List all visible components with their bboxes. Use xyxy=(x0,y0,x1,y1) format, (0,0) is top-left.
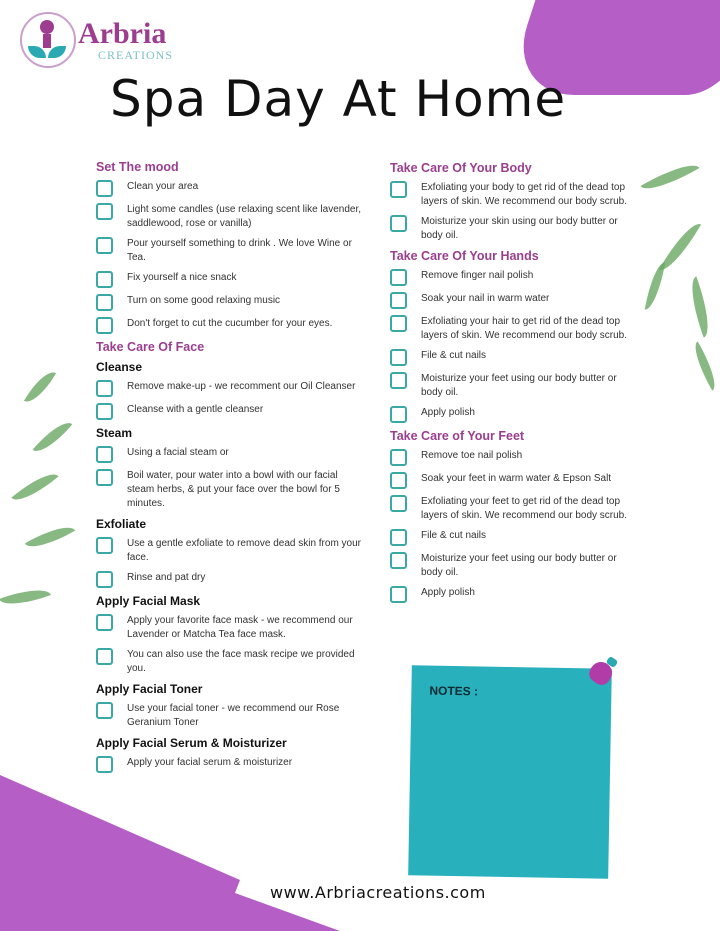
checklist-item-label: Fix yourself a nice snack xyxy=(127,272,237,283)
checklist-item xyxy=(96,571,366,588)
checkbox[interactable] xyxy=(96,571,113,588)
left-column xyxy=(96,156,366,779)
checklist-item-label: Don't forget to cut the cucumber for your eyes. xyxy=(127,318,333,329)
notes-box[interactable] xyxy=(408,665,612,878)
checklist-item xyxy=(96,446,366,463)
checklist-item xyxy=(96,380,366,397)
checklist-item-label: Rinse and pat dry xyxy=(127,572,206,583)
checkbox[interactable] xyxy=(390,495,407,512)
logo-mark-icon xyxy=(20,12,76,68)
checklist-item xyxy=(390,449,630,466)
checkbox[interactable] xyxy=(96,380,113,397)
checklist-item xyxy=(390,495,630,523)
subsection-heading: Apply Facial Toner xyxy=(96,682,203,696)
checkbox[interactable] xyxy=(96,648,113,665)
checklist-item xyxy=(96,648,366,676)
checklist-item xyxy=(390,349,630,366)
checkbox[interactable] xyxy=(390,552,407,569)
checklist-item-label: Turn on some good relaxing music xyxy=(127,295,281,306)
website-url: www.Arbriacreations.com xyxy=(270,883,486,902)
checkbox[interactable] xyxy=(390,315,407,332)
checklist-item xyxy=(390,586,630,603)
checklist-item xyxy=(390,472,630,489)
checklist-item-label: Moisturize your feet using our body butter or body oil. xyxy=(421,553,617,578)
checkbox[interactable] xyxy=(96,180,113,197)
checklist-item-label: Apply polish xyxy=(421,587,475,598)
checklist-item-label: Exfoliating your feet to get rid of the dead top layers of skin. We recommend our body scrub. xyxy=(421,496,628,521)
checkbox[interactable] xyxy=(390,215,407,232)
checklist-item xyxy=(96,317,366,334)
page-title: Spa Day At Home xyxy=(110,70,567,128)
checklist-item-label: Boil water, pour water into a bowl with our facial steam herbs, & put your face over the bowl for 5 minutes. xyxy=(127,470,340,509)
checklist-item xyxy=(96,294,366,311)
section-heading: Take Care Of Face xyxy=(96,340,205,354)
checklist-item-label: Pour yourself something to drink . We love Wine or Tea. xyxy=(127,238,352,263)
section-heading: Take Care of Your Feet xyxy=(390,429,525,443)
checklist-item-label: Apply polish xyxy=(421,407,475,418)
checklist-item-label: Cleanse with a gentle cleanser xyxy=(127,404,264,415)
checklist-item-label: Remove make-up - we recomment our Oil Cleanser xyxy=(127,381,356,392)
checkbox[interactable] xyxy=(96,237,113,254)
checklist-item xyxy=(96,271,366,288)
checklist-item xyxy=(390,529,630,546)
checkbox[interactable] xyxy=(96,203,113,220)
checklist-item-label: Apply your facial serum & moisturizer xyxy=(127,757,293,768)
checkbox[interactable] xyxy=(96,756,113,773)
checklist-item xyxy=(96,203,366,231)
checkbox[interactable] xyxy=(390,586,407,603)
section-heading: Set The mood xyxy=(96,160,179,174)
checklist-item xyxy=(390,181,630,209)
checklist-item xyxy=(96,756,366,773)
checkbox[interactable] xyxy=(390,472,407,489)
checklist-item xyxy=(390,292,630,309)
checklist-item-label: Light some candles (use relaxing scent like lavender, saddlewood, rose or vanilla) xyxy=(127,204,362,229)
checklist-item-label: Apply your favorite face mask - we recommend our Lavender or Matcha Tea face mask. xyxy=(127,615,353,640)
checklist-item-label: Using a facial steam or xyxy=(127,447,229,458)
checklist-item xyxy=(390,552,630,580)
checkbox[interactable] xyxy=(96,294,113,311)
checkbox[interactable] xyxy=(96,614,113,631)
checklist-item xyxy=(390,372,630,400)
checkbox[interactable] xyxy=(390,292,407,309)
section-heading: Take Care Of Your Body xyxy=(390,161,532,175)
checklist-item-label: Soak your feet in warm water & Epson Salt xyxy=(421,473,612,484)
checklist-item xyxy=(96,180,366,197)
checklist-item xyxy=(96,403,366,420)
checkbox[interactable] xyxy=(390,449,407,466)
checklist-item-label: Remove toe nail polish xyxy=(421,450,523,461)
checklist-item-label: Soak your nail in warm water xyxy=(421,293,550,304)
brand-name: Arbria xyxy=(78,17,167,50)
checklist-item xyxy=(96,469,366,511)
checklist-item-label: Moisturize your skin using our body butter or body oil. xyxy=(421,216,618,241)
checklist-item-label: You can also use the face mask recipe we provided you. xyxy=(127,649,355,674)
section-heading: Take Care Of Your Hands xyxy=(390,249,539,263)
checklist-item xyxy=(96,537,366,565)
right-column xyxy=(390,157,630,609)
checklist-item-label: Clean your area xyxy=(127,181,199,192)
checklist-item-label: File & cut nails xyxy=(421,350,487,361)
checkbox[interactable] xyxy=(390,269,407,286)
checkbox[interactable] xyxy=(96,403,113,420)
checklist-item-label: Exfoliating your hair to get rid of the dead top layers of skin. We recommend our body scrub. xyxy=(421,316,628,341)
checkbox[interactable] xyxy=(390,406,407,423)
subsection-heading: Apply Facial Serum & Moisturizer xyxy=(96,736,287,750)
checkbox[interactable] xyxy=(96,469,113,486)
subsection-heading: Cleanse xyxy=(96,360,143,374)
checkbox[interactable] xyxy=(96,702,113,719)
checklist-item xyxy=(96,614,366,642)
checkbox[interactable] xyxy=(390,372,407,389)
brand-sub: CREATIONS xyxy=(98,48,174,62)
checklist-item-label: Remove finger nail polish xyxy=(421,270,534,281)
checkbox[interactable] xyxy=(390,529,407,546)
subsection-heading: Apply Facial Mask xyxy=(96,594,201,608)
checklist-item-label: File & cut nails xyxy=(421,530,487,541)
checkbox[interactable] xyxy=(390,181,407,198)
checklist-item-label: Moisturize your feet using our body butter or body oil. xyxy=(421,373,617,398)
checkbox[interactable] xyxy=(96,317,113,334)
subsection-heading: Exfoliate xyxy=(96,517,147,531)
checklist-item xyxy=(390,215,630,243)
checkbox[interactable] xyxy=(96,537,113,554)
notes-label: NOTES : xyxy=(429,683,479,699)
checklist-item xyxy=(390,406,630,423)
checklist-item-label: Exfoliating your body to get rid of the dead top layers of skin. We recommend our body scrub. xyxy=(421,182,628,207)
checkbox[interactable] xyxy=(96,271,113,288)
checklist-item-label: Use a gentle exfoliate to remove dead skin from your face. xyxy=(127,538,362,563)
subsection-heading: Steam xyxy=(96,426,133,440)
checklist-item xyxy=(390,269,630,286)
checklist-item xyxy=(96,237,366,265)
checklist-item-label: Use your facial toner - we recommend our Rose Geranium Toner xyxy=(127,703,340,728)
checklist-item xyxy=(390,315,630,343)
brand-logo xyxy=(20,12,173,68)
checkbox[interactable] xyxy=(96,446,113,463)
checklist-item xyxy=(96,702,366,730)
checkbox[interactable] xyxy=(390,349,407,366)
